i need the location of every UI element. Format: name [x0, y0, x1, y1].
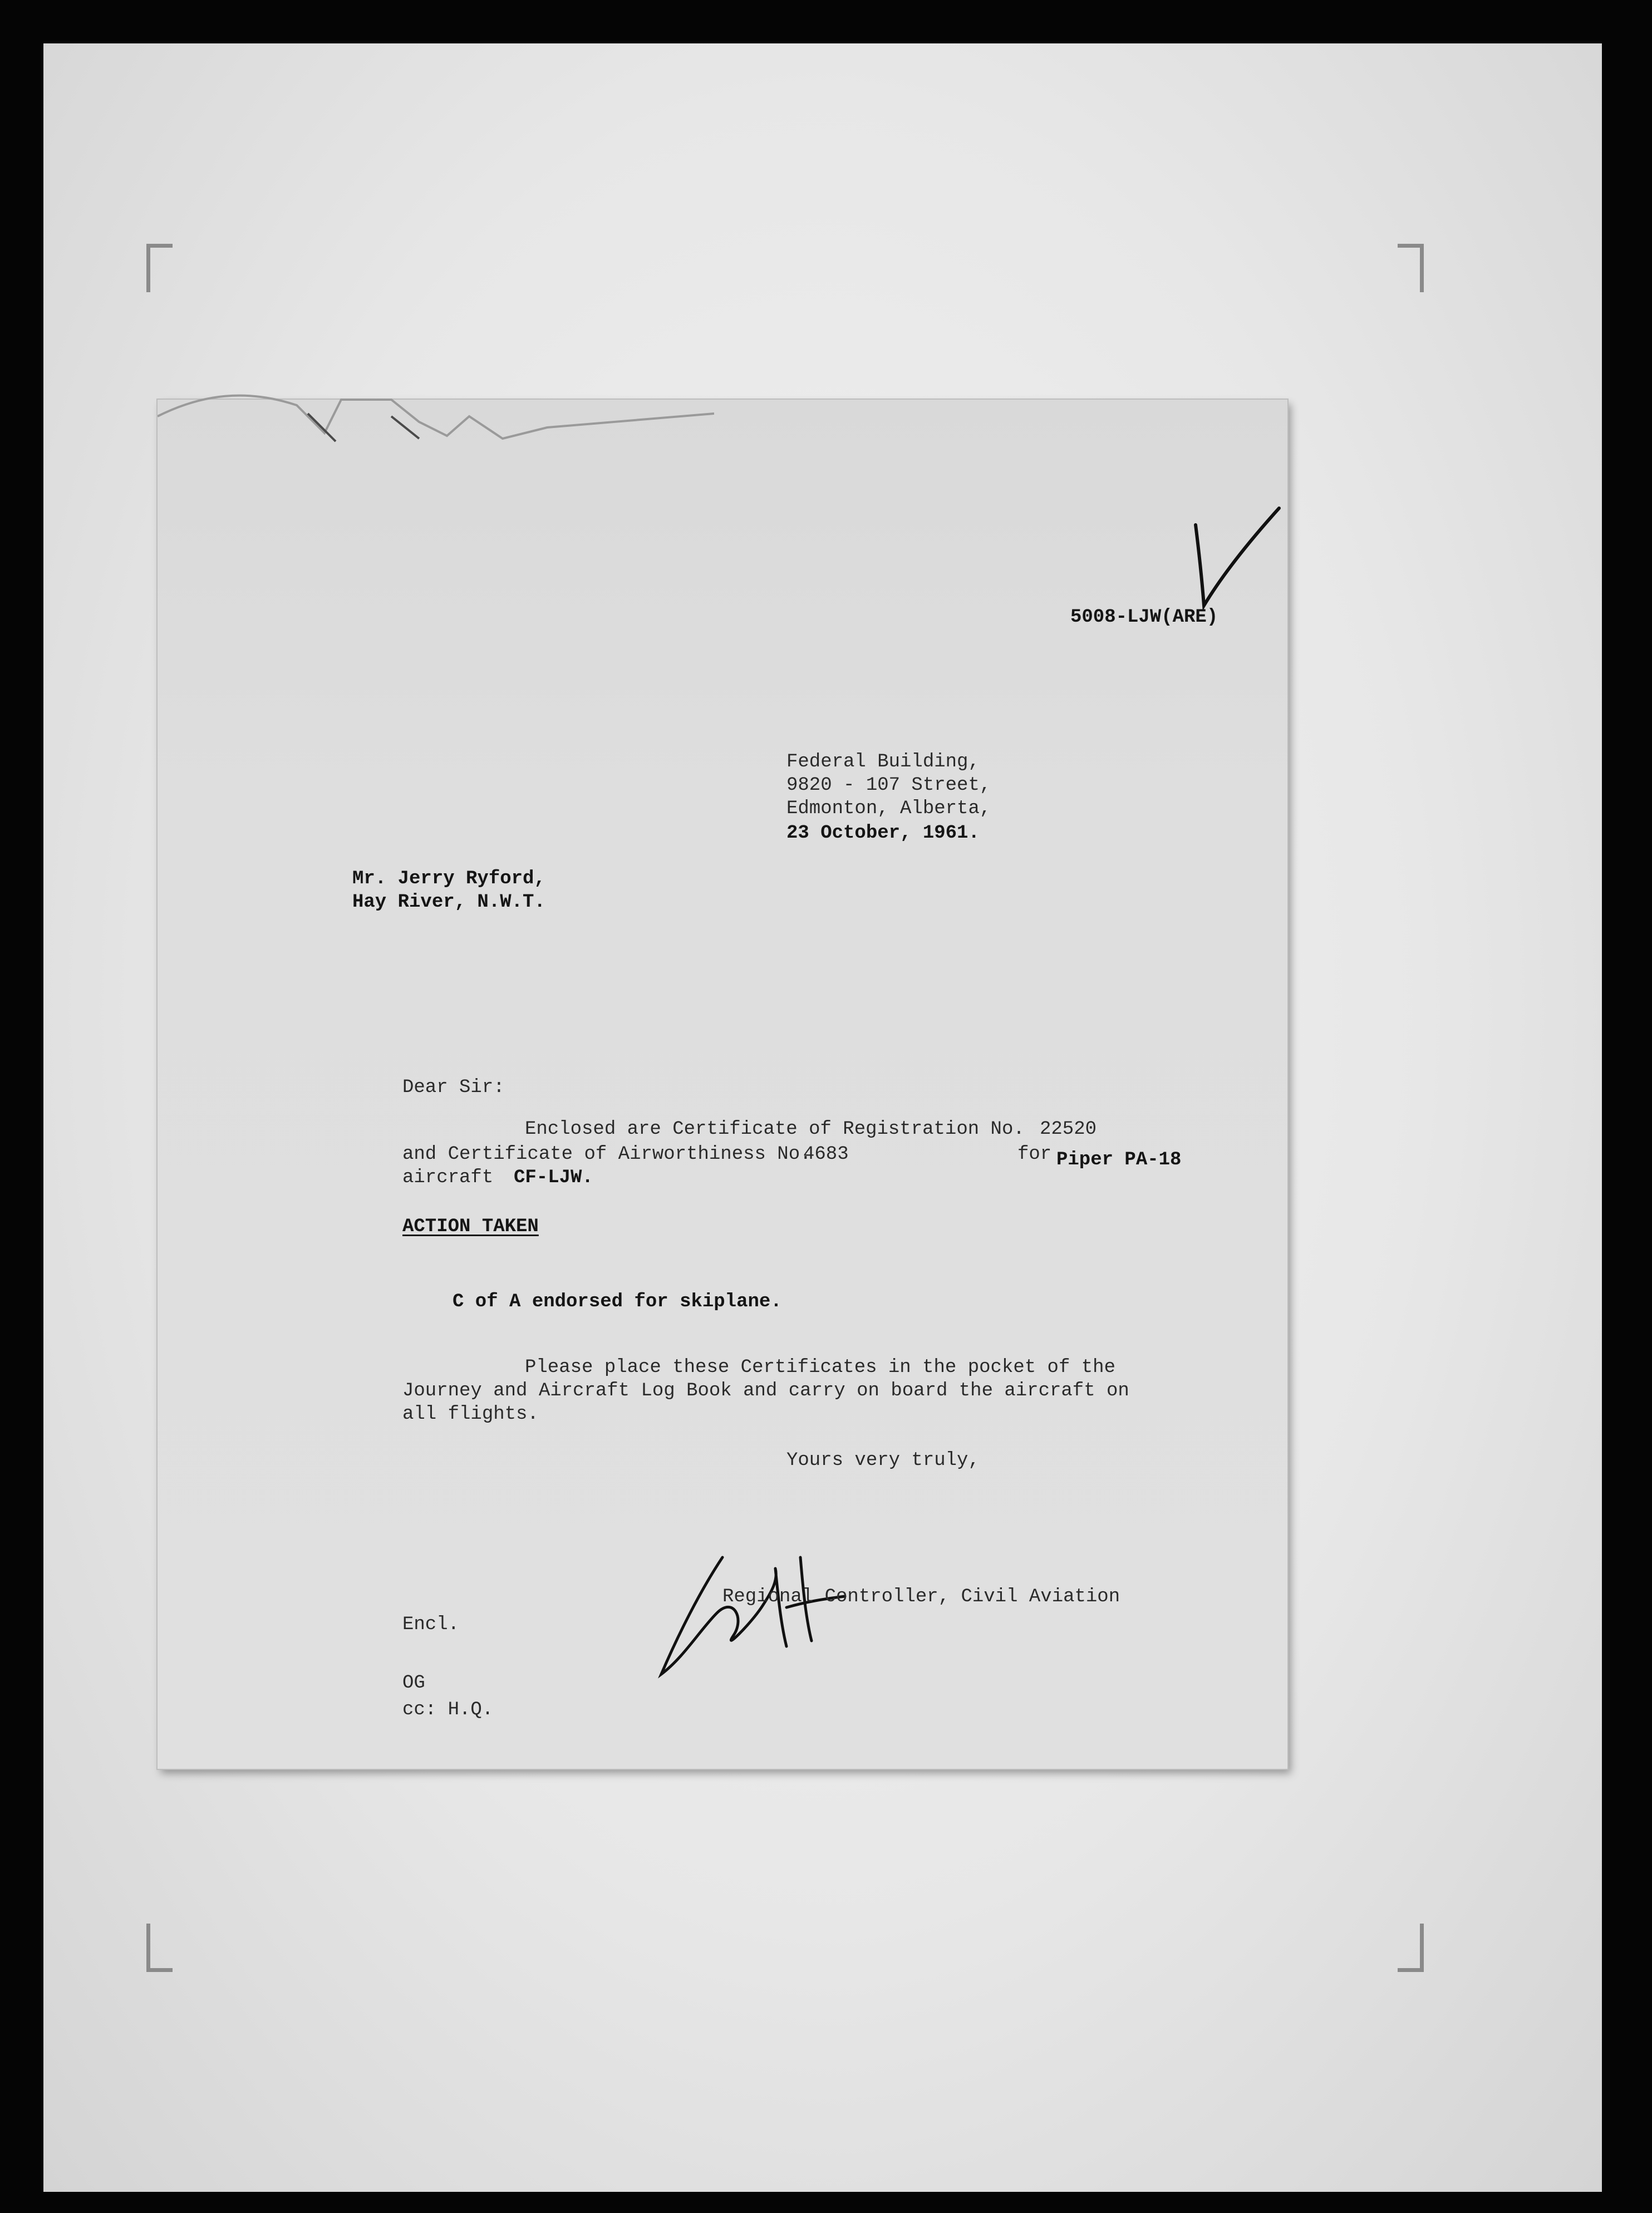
closing: Yours very truly, [786, 1450, 980, 1471]
address-line-3: Edmonton, Alberta, [786, 798, 991, 819]
check-mark [1190, 503, 1285, 614]
aircraft-registration: CF-LJW. [514, 1167, 593, 1188]
salutation: Dear Sir: [402, 1077, 505, 1098]
crop-mark-bottom-right [1398, 1924, 1424, 1972]
instructions-line-3: all flights. [402, 1404, 539, 1425]
body-line-2: and Certificate of Airworthiness No. [402, 1144, 812, 1165]
airworthiness-number: 4683 [803, 1144, 849, 1165]
handwritten-signature [639, 1546, 850, 1685]
body-line-3-prefix: aircraft [402, 1167, 494, 1188]
crop-mark-top-left [146, 244, 173, 292]
for-label: for [1017, 1144, 1052, 1165]
carbon-copy: cc: H.Q. [402, 1699, 494, 1720]
address-line-2: 9820 - 107 Street, [786, 775, 991, 796]
microfilm-frame [43, 43, 1602, 2192]
instructions-line-1: Please place these Certificates in the pocket of the [525, 1357, 1115, 1378]
crop-mark-top-right [1398, 244, 1424, 292]
aircraft-type: Piper PA-18 [1056, 1149, 1182, 1171]
instructions-line-2: Journey and Aircraft Log Book and carry on board the aircraft on [402, 1380, 1129, 1401]
torn-edge [158, 383, 714, 450]
letter-page [158, 400, 1287, 1769]
file-reference: 5008-LJW(ARE) [1070, 607, 1218, 628]
typist-initials: OG [402, 1673, 425, 1694]
body-line-1: Enclosed are Certificate of Registration No. [525, 1119, 1025, 1140]
registration-number: 22520 [1040, 1119, 1097, 1140]
enclosure-note: Encl. [402, 1614, 460, 1635]
letter-date: 23 October, 1961. [786, 823, 980, 844]
address-line-1: Federal Building, [786, 751, 980, 773]
recipient-place: Hay River, N.W.T. [352, 892, 545, 913]
action-taken-text: C of A endorsed for skiplane. [453, 1291, 782, 1312]
recipient-name: Mr. Jerry Ryford, [352, 868, 545, 889]
signatory-title: Regional Controller, Civil Aviation [722, 1586, 1120, 1607]
action-taken-heading: ACTION TAKEN [402, 1216, 539, 1237]
crop-mark-bottom-left [146, 1924, 173, 1972]
